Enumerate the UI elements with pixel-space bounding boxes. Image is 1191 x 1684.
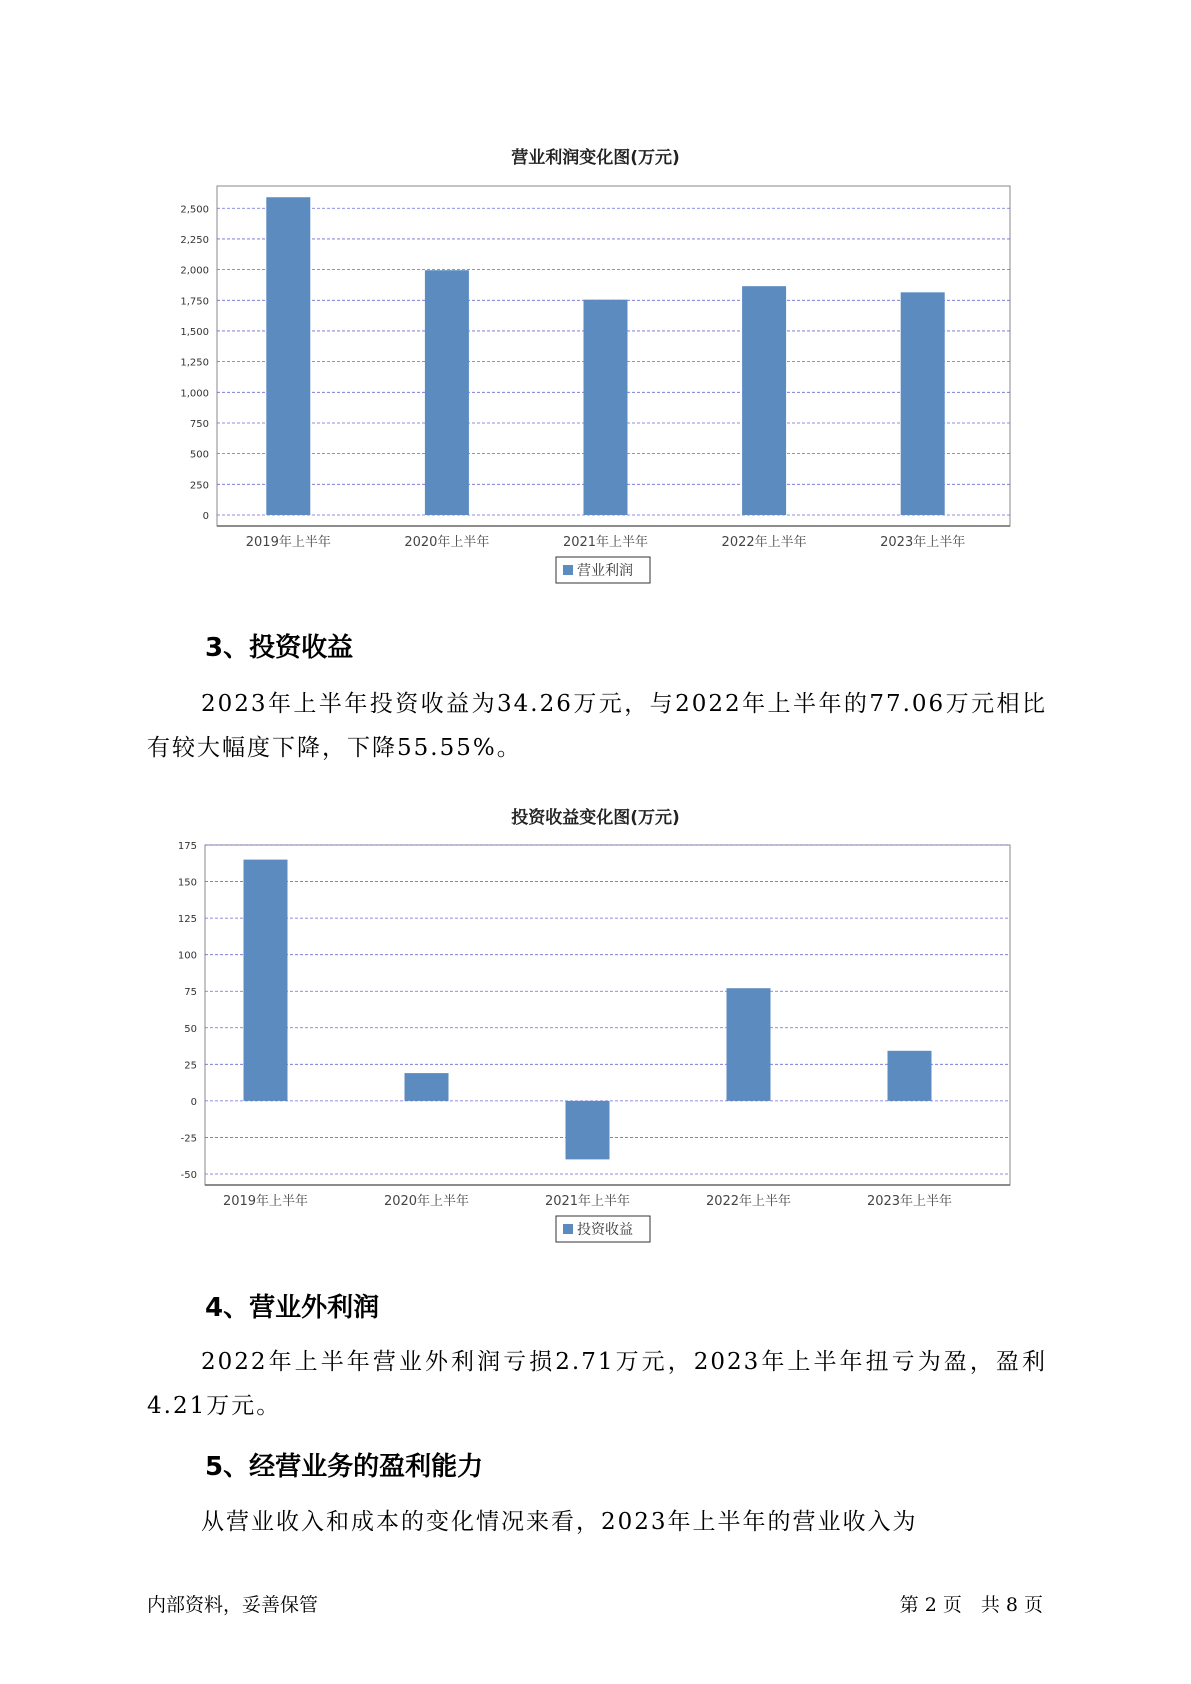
- chart1-y-tick-label: 1,250: [180, 357, 209, 369]
- section-heading-non-operating-profit: 4、营业外利润: [205, 1293, 380, 1323]
- profitability-paragraph: 从营业收入和成本的变化情况来看，2023年上半年的营业收入为: [201, 1509, 918, 1535]
- chart2-y-tick-label: 25: [184, 1060, 197, 1072]
- chart2-x-tick-label: 2023年上半年: [866, 1194, 953, 1209]
- chart2-legend-swatch: [563, 1224, 573, 1234]
- chart1-x-tick-label: 2019年上半年: [245, 535, 331, 550]
- investment-income-paragraph: 2023年上半年投资收益为34.26万元，与2022年上半年的77.06万元相比有较大幅度下降，下降55.55%。: [147, 691, 1047, 761]
- chart1-x-tick-label: 2020年上半年: [404, 535, 490, 550]
- chart1-y-tick-label: 1,750: [180, 296, 209, 308]
- section-heading-profitability: 5、经营业务的盈利能力: [205, 1452, 484, 1482]
- chart1-legend-label: 营业利润: [577, 563, 633, 579]
- chart1-x-tick-label: 2021年上半年: [562, 535, 649, 550]
- chart1-y-tick-label: 250: [189, 480, 209, 492]
- chart1-y-tick-label: 2,000: [180, 265, 209, 277]
- chart2-y-tick-label: -50: [180, 1170, 197, 1181]
- section-heading-investment-income: 3、投资收益: [205, 633, 354, 663]
- footer-page-number: 第 2 页 共 8 页: [899, 1594, 1043, 1616]
- chart1-title: 营业利润变化图(万元): [511, 148, 680, 168]
- chart1-y-tick-label: 1,000: [180, 388, 209, 400]
- chart2-legend: [556, 1216, 650, 1242]
- chart1-y-tick-label: 0: [202, 511, 209, 522]
- chart2-x-tick-label: 2019年上半年: [222, 1194, 309, 1209]
- chart1-y-tick-label: 2,250: [180, 234, 209, 246]
- chart2-x-tick-label: 2021年上半年: [544, 1194, 631, 1209]
- chart2-title: 投资收益变化图(万元): [511, 808, 680, 828]
- chart2-y-tick-label: 0: [190, 1096, 197, 1108]
- chart2-y-tick-label: 75: [184, 987, 197, 999]
- chart2-y-tick-label: 125: [177, 914, 197, 926]
- chart2-bar: [405, 1073, 449, 1101]
- non-operating-profit-paragraph: 2022年上半年营业外利润亏损2.71万元，2023年上半年扭亏为盈，盈利4.21万元。: [147, 1349, 1047, 1419]
- chart2-bar: [727, 988, 771, 1101]
- chart2-y-tick-label: 175: [177, 841, 197, 852]
- chart2-bar: [888, 1051, 932, 1101]
- chart2-y-tick-label: 100: [177, 950, 197, 962]
- chart2-bar: [244, 860, 288, 1101]
- chart1-x-tick-label: 2023年上半年: [880, 535, 966, 550]
- chart2-y-tick-label: 50: [184, 1023, 197, 1035]
- chart1-y-tick-label: 2,500: [180, 204, 209, 216]
- chart2-y-tick-label: -25: [180, 1133, 197, 1145]
- chart2-x-tick-label: 2022年上半年: [705, 1194, 792, 1209]
- chart2-bar: [566, 1101, 610, 1159]
- chart1-y-tick-label: 750: [189, 418, 209, 430]
- chart1-y-tick-label: 1,500: [180, 326, 209, 338]
- chart1-x-tick-label: 2022年上半年: [721, 535, 807, 550]
- chart2-legend-label: 投资收益: [577, 1222, 633, 1238]
- chart2-y-tick-label: 150: [177, 877, 197, 889]
- chart1-y-tick-label: 500: [189, 449, 209, 461]
- footer-confidential-note: 内部资料，妥善保管: [147, 1594, 319, 1616]
- chart2-x-tick-label: 2020年上半年: [383, 1194, 470, 1209]
